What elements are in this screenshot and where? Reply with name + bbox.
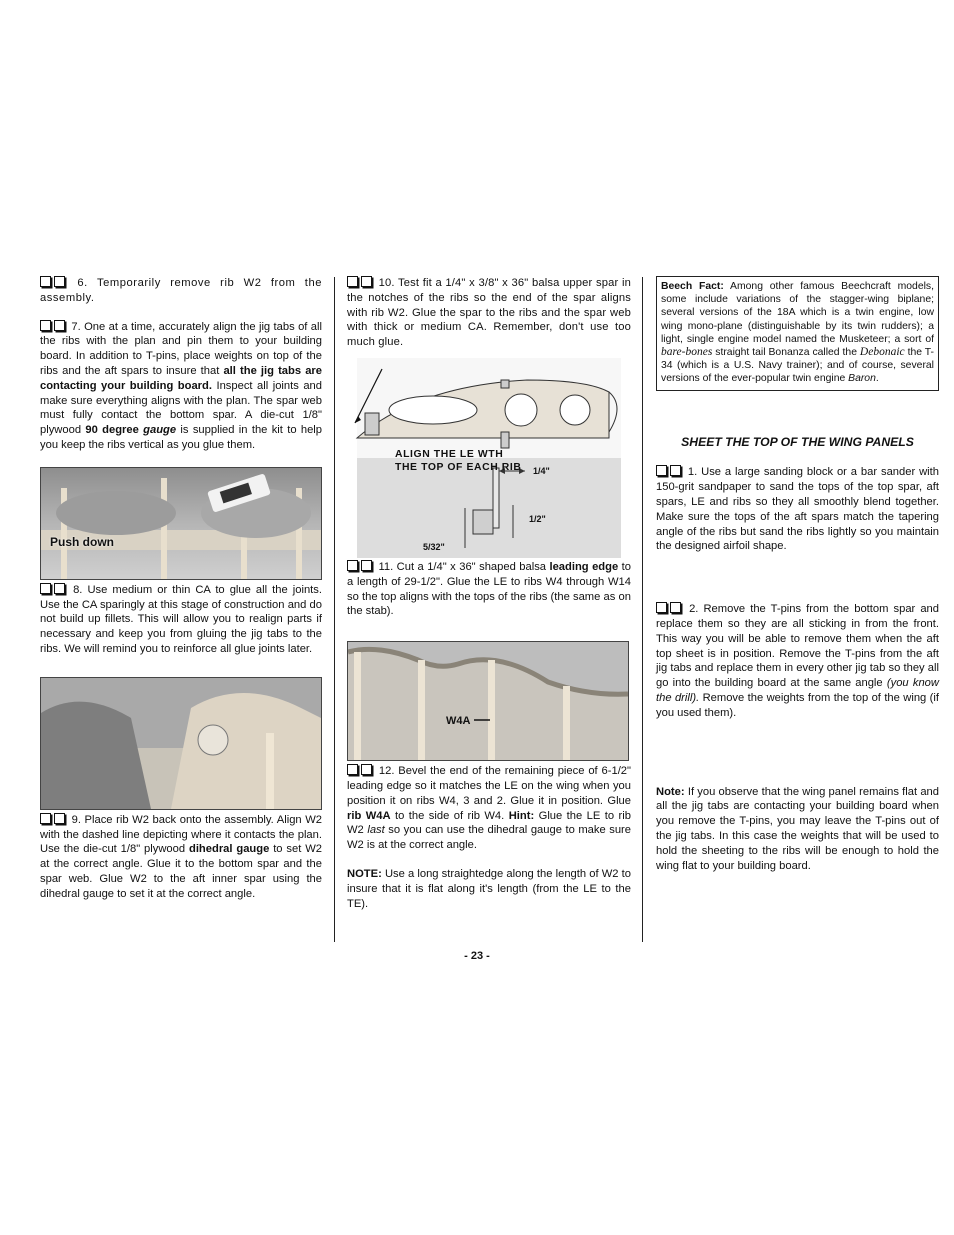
beech-fact-label: Beech Fact: <box>661 281 724 292</box>
step-12-text-3: Glue the LE to rib W2 <box>347 809 631 837</box>
sheet-step-2-italic: (you know the drill). <box>656 677 939 704</box>
beech-fact-text-3: the T-34 (which is a U.S. Navy trainer); and of course, several versions of the ever-popular twin engine <box>661 347 935 385</box>
beech-fact-text-2: straight tail Bonanza called the <box>712 347 860 359</box>
step-7-text-3: is supplied in the kit to help you keep the ribs vertical as you glue them. <box>40 424 323 451</box>
sheet-step-2-text-1: 2. Remove the T-pins from the bottom spar and replace them so they are all sticking in from the front. This way you will be able to remove them when the aft top sheet is in position. Remove the T-pins from the aft jig tabs and replace them in every other jig tab so they all go into the building board at the same angle <box>656 603 939 690</box>
step-11-text-1: 11. Cut a 1/4" x 36" shaped balsa <box>378 560 550 573</box>
step-7 <box>40 320 322 453</box>
column-right <box>656 276 939 873</box>
beech-fact-italic-2: Debonaic <box>859 346 905 359</box>
note-straightedge <box>347 867 631 911</box>
checkbox-1[interactable] <box>347 764 358 775</box>
step-11-bold: leading edge <box>549 560 619 573</box>
diagram-title <box>395 448 521 474</box>
step-7-bold-2: 90 degree <box>85 424 139 437</box>
note-text: Use a long straightedge along the length of W2 to insure that it is flat along it's length (from the LE to the TE). <box>347 867 631 910</box>
step-11-text-2: to a length of 29-1/2". Glue the LE to ribs W4 through W14 so the top aligns with the tops of the ribs (the same as on the stab). <box>347 560 631 618</box>
step-9-text-1: 9. Place rib W2 back onto the assembly. Align W2 with the dashed line depicting where it contacts the plan. Use the die-cut 1/8" plywood <box>40 813 323 856</box>
hint-label: Hint: <box>508 809 535 822</box>
column-left <box>40 276 322 902</box>
checkbox-2[interactable] <box>361 276 372 287</box>
photo-rib-w4a <box>347 641 629 761</box>
checkbox-1[interactable] <box>347 276 358 287</box>
checkbox-2[interactable] <box>54 320 65 331</box>
checkbox-2[interactable] <box>54 583 65 594</box>
section-heading: SHEET THE TOP OF THE WING PANELS <box>681 434 914 449</box>
step-7-bold-italic: gauge <box>143 424 177 437</box>
checkbox-1[interactable] <box>40 583 51 594</box>
note-label: Note: <box>656 785 685 798</box>
photo-label-push-down: Push down <box>50 534 114 549</box>
photo-rib-w2 <box>40 677 322 810</box>
note-label: NOTE: <box>347 867 382 880</box>
le-alignment-diagram <box>347 358 631 558</box>
checkbox-1[interactable] <box>40 813 51 824</box>
sheet-step-1-text: 1. Use a large sanding block or a bar sander with 150-grit sandpaper to sand the tops of the top spar, aft spars, LE and ribs so they all smoothly blend together. Make sure the tops of the aft spars match the tapering angle of the ribs but sand the ribs lightly so you maintain the designed airfoil shape. <box>656 466 939 553</box>
photo-rib-w4a-image <box>348 642 628 760</box>
step-9-text-2: to set W2 at the correct angle. Glue it to the bottom spar and the spar web. Glue W2 to the aft inner spar using the dihedral gauge to set it at the correct angle. <box>40 843 322 900</box>
photo-rib-w2-image <box>41 678 321 809</box>
step-8 <box>40 583 322 657</box>
step-10-text: 10. Test fit a 1/4" x 3/8" x 36" balsa upper spar in the notches of the ribs so the end of the spar aligns with rib W2. Glue the spar to the ribs and the spar web with thick or medium CA. Remember, don't use too much glue. <box>347 277 631 349</box>
checkbox-2[interactable] <box>361 560 372 571</box>
step-12 <box>347 764 631 853</box>
checkbox-2[interactable] <box>361 764 372 775</box>
checkbox-2[interactable] <box>54 813 65 824</box>
checkbox-1[interactable] <box>656 602 667 613</box>
sheet-step-2 <box>656 602 939 720</box>
sheet-step-2-text-2: Remove the weights from the top of the wing (if you used them). <box>656 691 939 719</box>
step-12-text-1: 12. Bevel the end of the remaining piece of 6-1/2" leading edge so it matches the LE on the wing when you position it on ribs W4, 3 and 2. Glue it in position. Glue <box>347 765 631 807</box>
beech-fact-text-4: . <box>875 373 879 385</box>
photo-push-down <box>40 467 322 580</box>
diagram-title-line-2: THE TOP OF EACH RIB <box>395 461 522 473</box>
photo-label-w4a: W4A <box>446 715 471 728</box>
diagram-title-line-1: ALIGN THE LE WTH <box>395 448 504 460</box>
step-9-bold: dihedral gauge <box>188 843 270 856</box>
step-12-italic: last <box>367 824 385 837</box>
beech-fact-italic-1: bare-bones <box>661 346 713 359</box>
checkbox-2[interactable] <box>670 602 681 613</box>
step-6 <box>40 276 322 306</box>
step-12-text-2: to the side of rib W4. <box>390 809 505 822</box>
page-number: - 23 - <box>464 950 490 962</box>
dimension-five-thirty-seconds: 5/32" <box>423 541 445 552</box>
sheet-step-1 <box>656 465 939 554</box>
step-7-bold-1: all the jig tabs are contacting your building board. <box>40 364 322 392</box>
step-8-text: 8. Use medium or thin CA to glue all the joints. Use the CA sparingly at this stage of construction and do not build up fillets. This will allow you to realign parts if necessary and keep you from gluing the jig tabs to the ribs. We will remind you to reinforce all glue joints later. <box>40 583 322 655</box>
step-6-text: 6. Temporarily remove rib W2 from the assembly. <box>40 277 322 304</box>
checkbox-1[interactable] <box>40 320 51 331</box>
column-divider-2 <box>642 277 643 942</box>
step-10 <box>347 276 631 350</box>
step-7-text-2: Inspect all joints and make sure everything aligns with the plan. The spar web must fully contact the bottom spar. A die-cut 1/8" plywood <box>40 379 322 437</box>
step-9 <box>40 813 322 902</box>
step-11 <box>347 560 631 619</box>
note-text: If you observe that the wing panel remains flat and all the jig tabs are contacting your building board when you remove the T-pins, you may leave the T-pins out of the jig tabs. In this case the weights that will be used to hold the sheeting to the ribs will be enough to hold the wing flat to your building board. <box>656 785 939 872</box>
column-divider-1 <box>334 277 335 942</box>
step-12-text-4: so you can use the dihedral gauge to make sure W2 is at the correct angle. <box>347 824 631 852</box>
step-12-bold: rib W4A <box>347 809 391 822</box>
checkbox-2[interactable] <box>54 276 65 287</box>
step-7-text-1: 7. One at a time, accurately align the jig tabs of all the ribs with the plan and pin them to your building board. In addition to T-pins, place weights on top of the ribs and the aft spars to insure that <box>40 320 322 377</box>
dimension-half: 1/2" <box>529 513 546 524</box>
note-wing-flat <box>656 785 939 874</box>
checkbox-1[interactable] <box>347 560 358 571</box>
beech-fact-italic-3: Baron <box>848 373 876 385</box>
checkbox-2[interactable] <box>670 465 681 476</box>
column-middle <box>347 276 631 911</box>
dimension-quarter: 1/4" <box>533 465 550 476</box>
beech-fact-box <box>656 276 939 391</box>
checkbox-1[interactable] <box>656 465 667 476</box>
checkbox-1[interactable] <box>40 276 51 287</box>
beech-fact-text-1: Among other famous Beechcraft models, some include variations of the stagger-wing biplane; several versions of the 18A which is a twin engine, low wing mono-plane (distinguishable by its twin rudders); a light, single engine model named the Musketeer; a sort of <box>661 281 935 345</box>
photo-push-down-image <box>41 468 321 579</box>
